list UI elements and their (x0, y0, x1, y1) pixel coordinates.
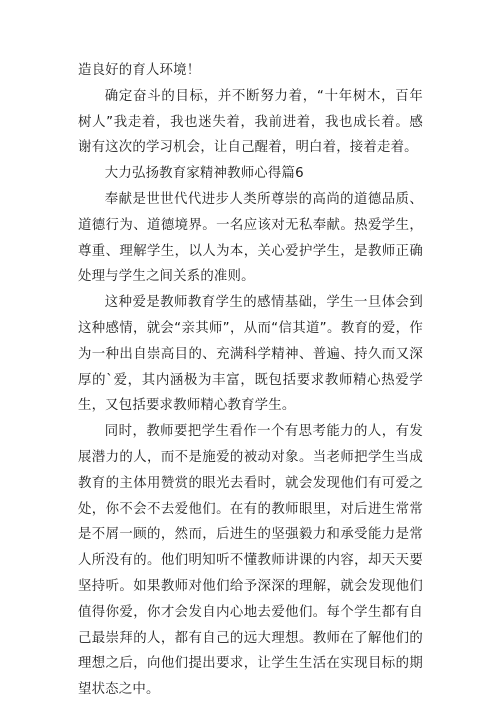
document-body (78, 58, 423, 703)
paragraph-goal: 确定奋斗的目标，并不断努力着，“十年树木，百年树人”我走着，我也迷失着，我前进着，我也成长着。感谢有这次的学习机会，让自己醒着，明白着，接着走着。 (78, 88, 423, 156)
paragraph-love-foundation: 这种爱是教师教育学生的感情基础，学生一旦体会到这种感情，就会“亲其师”，从而“信其道”。教育的爱，作为一种出自崇高目的、充满科学精神、普遍、持久而又深厚的`爱，其内涵极为丰富，既包括要求教师精心热爱学生，又包括要求教师精心教育学生。 (78, 295, 423, 414)
paragraph-student-potential: 同时，教师要把学生看作一个有思考能力的人，有发展潜力的人，而不是施爱的被动对象。当老师把学生当成教育的主体用赞赏的眼光去看时，就会发现他们有可爱之处，你不会不去爱他们。在有的教师眼里，对后进生常常是不屑一顾的，然而，后进生的坚强毅力和承受能力是常人所没有的。他们明知听不懂教师讲课的内容，却天天要坚持听。如果教师对他们给予深深的理解，就会发现他们值得你爱，你才会发自内心地去爱他们。每个学生都有自己最崇拜的人，都有自己的远大理想。教师在了解他们的理想之后，向他们提出要求，让学生生活在实现目标的期望状态之中。 (78, 424, 423, 698)
section-heading: 大力弘扬教育家精神教师心得篇6 (104, 166, 304, 182)
paragraph-continuation: 造良好的育人环境！ (78, 63, 201, 78)
paragraph-dedication: 奉献是世世代代进步人类所尊崇的高尚的道德品质、道德行为、道德境界。一名应该对无私奉献。热爱学生，尊重、理解学生，以人为本，关心爱护学生，是教师正确处理与学生之间关系的准则。 (78, 191, 423, 285)
